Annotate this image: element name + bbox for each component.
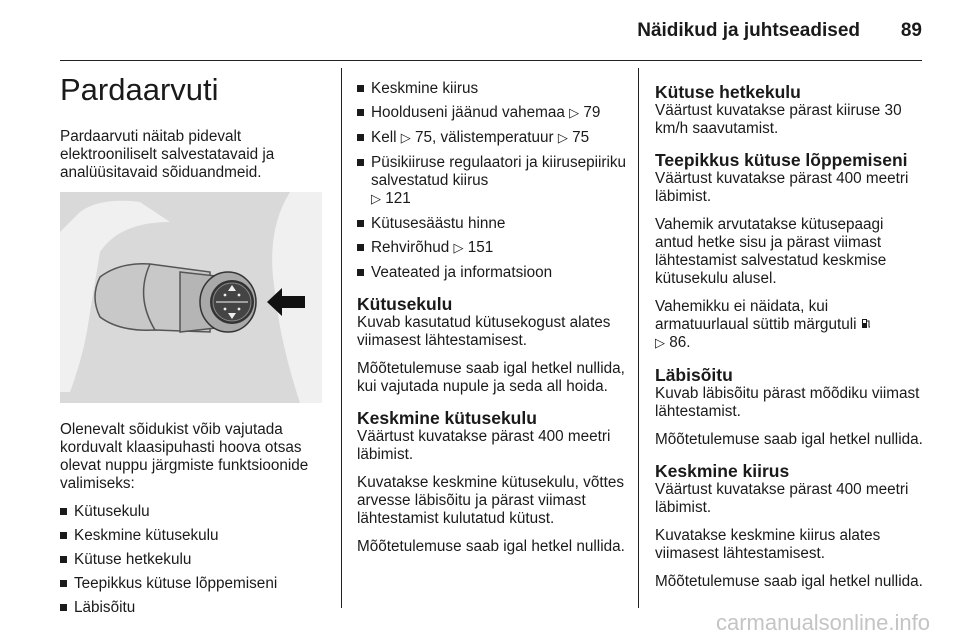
paragraph: Vahemik arvutatakse kütusepaagi antud hetke sisu ja pärast viimast lähtestamist salvestatud keskmise kütusekulu alusel. <box>655 216 887 287</box>
section-heading: Läbisõitu <box>655 365 733 385</box>
list-item: Läbisõitu <box>60 599 326 617</box>
triangle-right-icon: ▷ <box>569 106 580 121</box>
section-labisoitu <box>655 365 923 449</box>
list-item: Püsikiiruse regulaatori ja kiirusepiiriku salvestatud kiirus ▷ 121 <box>357 154 627 209</box>
list-item: Veateated ja informatsioon <box>357 264 627 282</box>
paragraph: Väärtust kuvatakse pärast 400 meetri läbimist. <box>655 481 909 516</box>
section-teepikkus <box>655 150 923 353</box>
section-kutusekulu <box>357 294 627 396</box>
triangle-right-icon: ▷ <box>655 336 665 351</box>
section-heading: Keskmine kütusekulu <box>357 408 537 428</box>
function-list-continued <box>357 80 627 282</box>
section-kutuse-hetkekulu <box>655 82 923 138</box>
wiper-lever-illustration <box>60 192 322 403</box>
column-1 <box>60 66 326 623</box>
header-rule <box>60 60 922 61</box>
triangle-right-icon: ▷ <box>557 131 568 146</box>
header-title: Näidikud ja juhtseadised <box>637 20 860 41</box>
paragraph: Väärtust kuvatakse pärast 400 meetri läbimist. <box>655 170 909 205</box>
list-item: Rehvirõhud ▷ 151 <box>357 239 627 258</box>
column-divider <box>341 68 342 608</box>
paragraph: Mõõtetulemuse saab igal hetkel nullida, kui vajutada nupule ja seda all hoida. <box>357 360 625 395</box>
paragraph: Kuvatakse keskmine kiirus alates viimasest lähtestamisest. <box>655 527 881 562</box>
paragraph: Väärtust kuvatakse pärast 400 meetri läbimist. <box>357 428 611 463</box>
section-heading: Keskmine kiirus <box>655 461 790 481</box>
list-item: Hoolduseni jäänud vahemaa ▷ 79 <box>357 104 627 123</box>
section-heading: Kütuse hetkekulu <box>655 82 801 102</box>
triangle-right-icon: ▷ <box>400 131 411 146</box>
section-keskmine-kutusekulu <box>357 408 627 556</box>
list-item: Teepikkus kütuse lõppemiseni <box>60 575 326 593</box>
paragraph: Kuvab läbisõitu pärast mõõdiku viimast lähtestamist. <box>655 385 920 420</box>
paragraph: Mõõtetulemuse saab igal hetkel nullida. <box>357 538 625 555</box>
list-item: Keskmine kiirus <box>357 80 627 98</box>
list-item: Keskmine kütusekulu <box>60 527 326 545</box>
figure-caption-paragraph: Olenevalt sõidukist võib vajutada korduvalt klaasipuhasti hoova otsas olevat nuppu järgmiste funktsioonide valimiseks: <box>60 421 309 492</box>
intro-paragraph: Pardaarvuti näitab pidevalt elektrooniliselt salvestatavaid ja analüüsitavaid sõiduandmeid. <box>60 128 275 181</box>
wiper-lever-figure <box>60 192 322 403</box>
triangle-right-icon: ▷ <box>371 192 381 207</box>
paragraph: Kuvatakse keskmine kütusekulu, võttes arvesse läbisõitu ja pärast viimast lähtestamist kulutatud kütust. <box>357 474 624 527</box>
paragraph: Vahemikku ei näidata, kui armatuurlaual süttib märgutuli ▷ 86. <box>655 298 923 353</box>
triangle-right-icon: ▷ <box>453 241 464 256</box>
list-item: Kell ▷ 75, välistemperatuur ▷ 75 <box>357 129 627 148</box>
column-divider <box>638 68 639 608</box>
section-keskmine-kiirus <box>655 461 923 591</box>
page-number: 89 <box>900 20 922 41</box>
watermark: carmanualsonline.info <box>715 610 930 635</box>
paragraph: Mõõtetulemuse saab igal hetkel nullida. <box>655 431 923 448</box>
list-item: Kütusekulu <box>60 503 326 521</box>
column-2 <box>357 80 627 566</box>
section-heading: Teepikkus kütuse lõppemiseni <box>655 150 908 170</box>
section-heading: Kütusekulu <box>357 294 453 314</box>
list-item: Kütuse hetkekulu <box>60 551 326 569</box>
paragraph: Mõõtetulemuse saab igal hetkel nullida. <box>655 573 923 590</box>
function-list <box>60 503 326 617</box>
list-item: Kütusesäästu hinne <box>357 215 627 233</box>
chapter-title: Pardaarvuti <box>60 72 219 107</box>
paragraph: Kuvab kasutatud kütusekogust alates viimasest lähtestamisest. <box>357 314 611 349</box>
page-header <box>60 18 922 56</box>
fuel-pump-icon <box>861 317 871 329</box>
column-3 <box>655 82 923 601</box>
paragraph: Väärtust kuvatakse pärast kiiruse 30 km/h saavutamist. <box>655 102 902 137</box>
